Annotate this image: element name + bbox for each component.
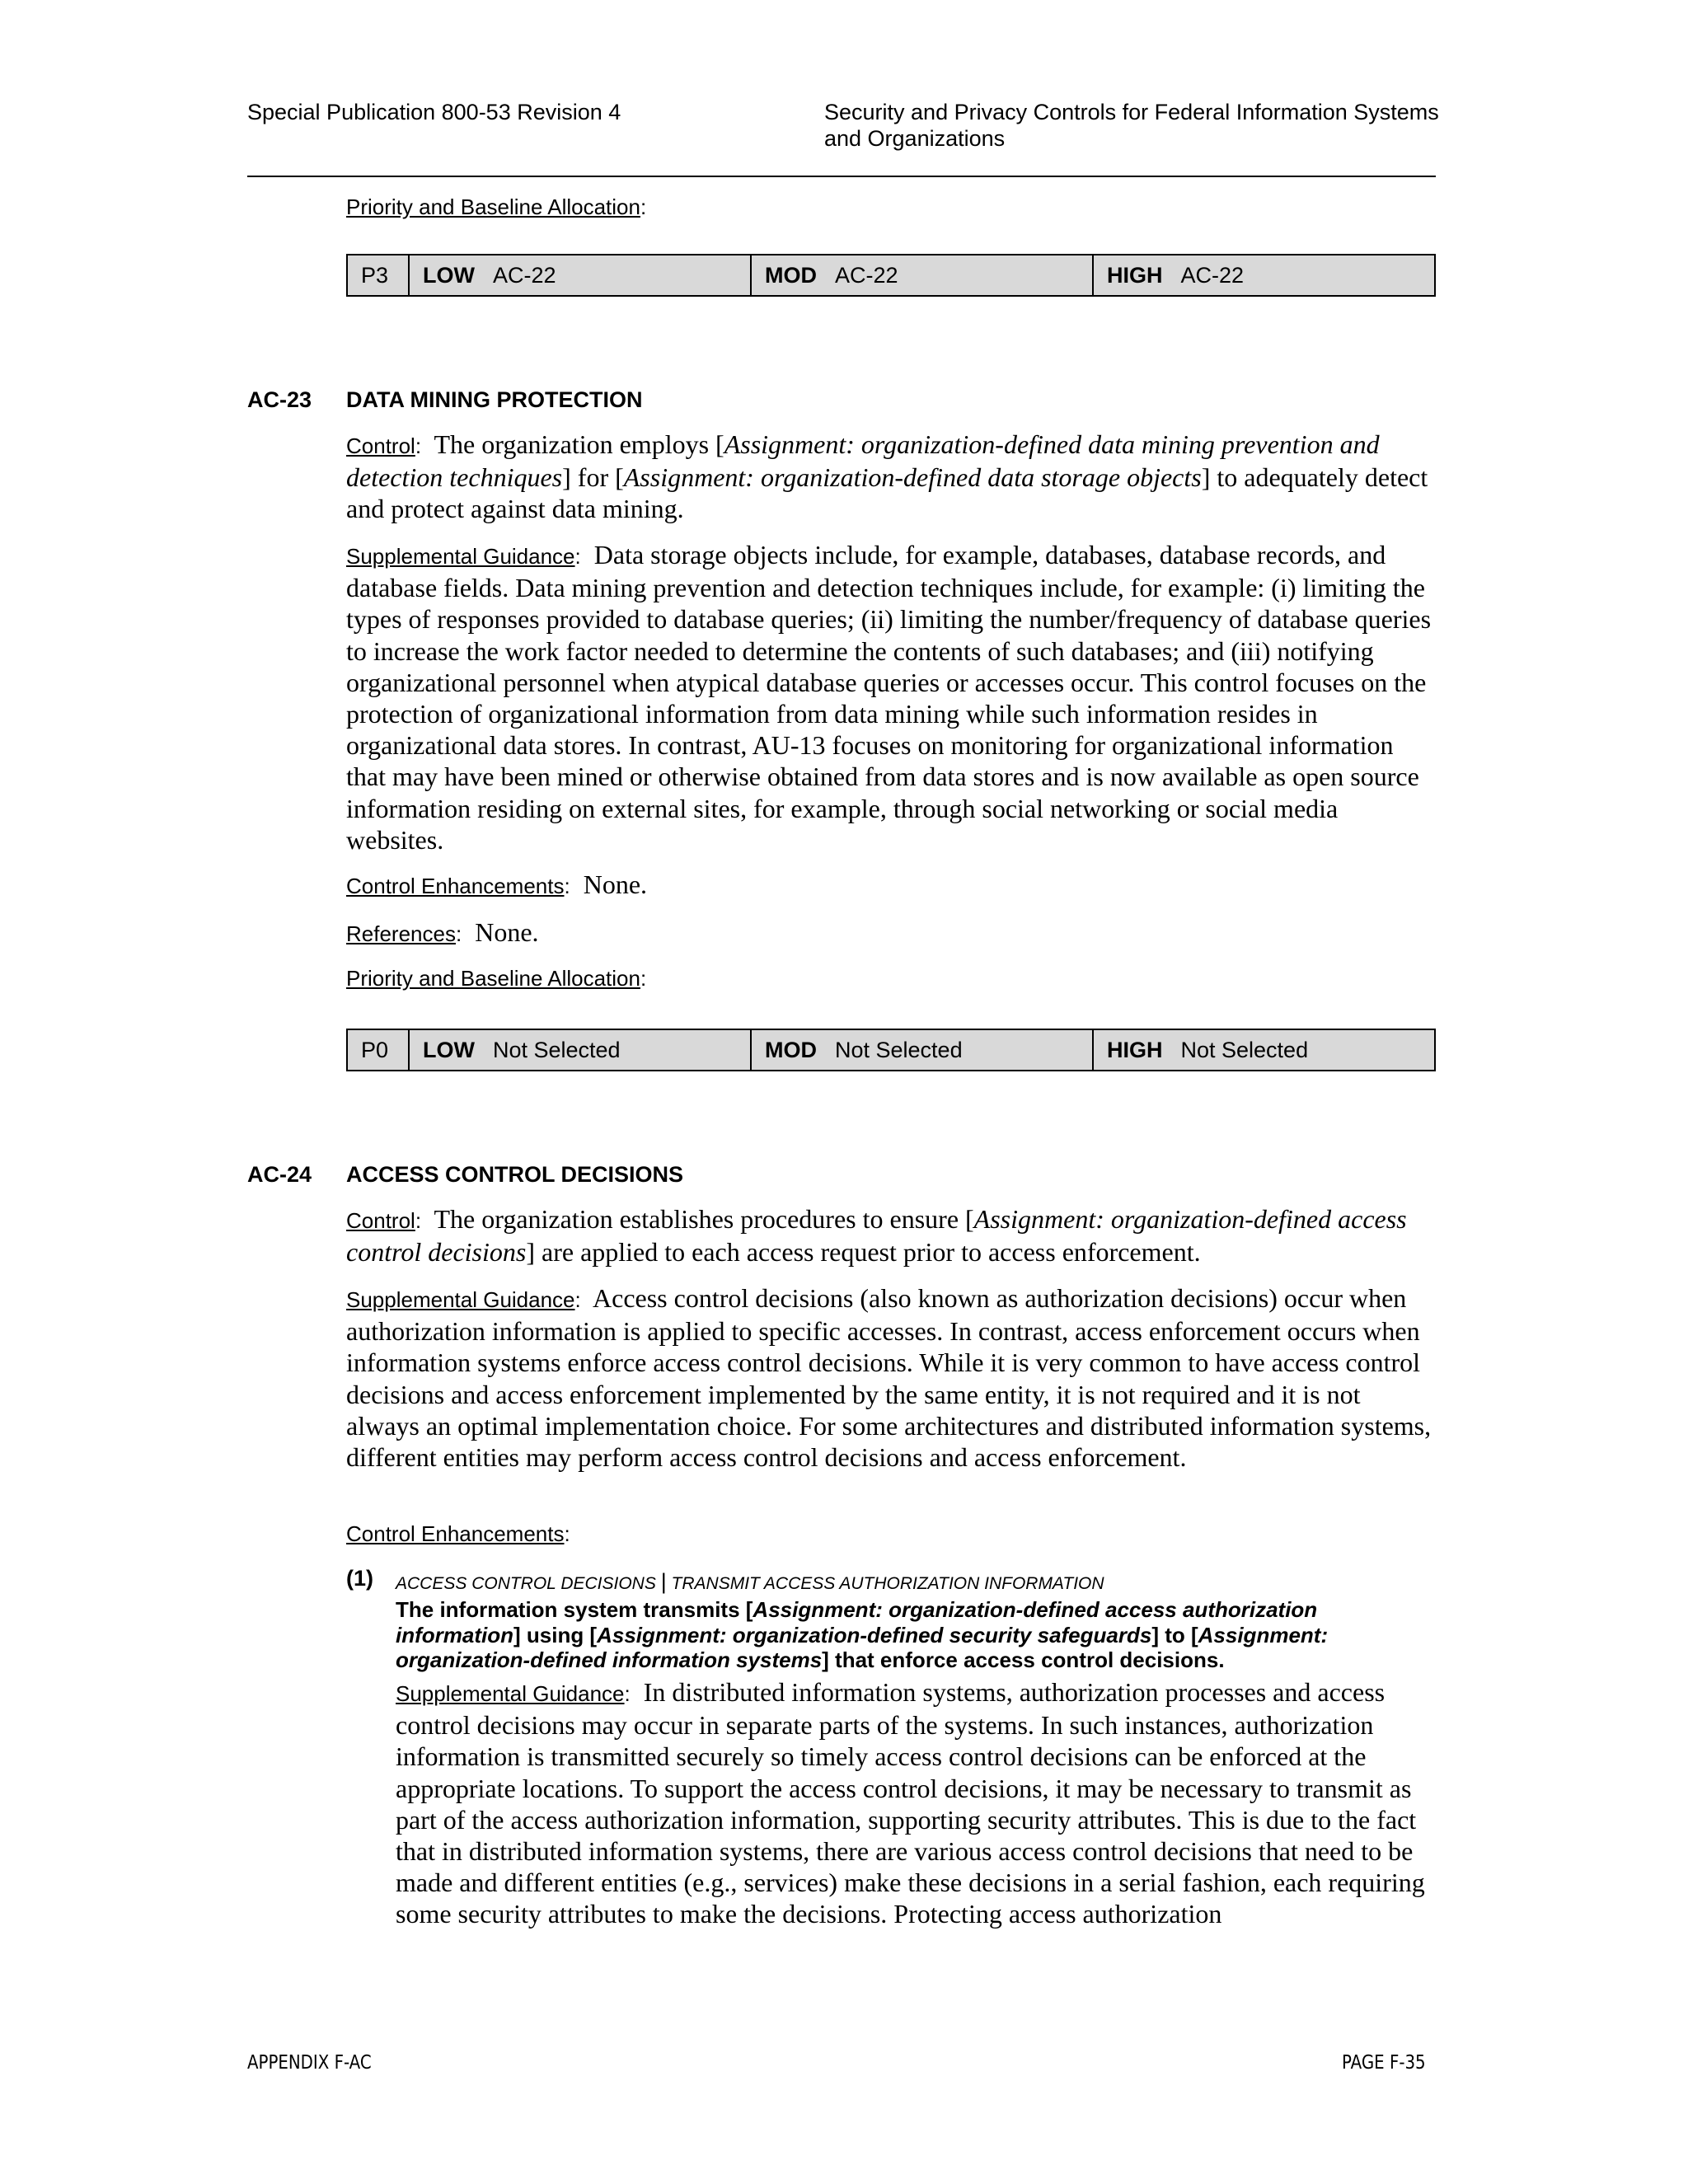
high-cell: HIGH AC-22	[1107, 262, 1245, 288]
section-title-ac24: ACCESS CONTROL DECISIONS	[346, 1162, 684, 1187]
header-document-title-line1: Security and Privacy Controls for Federal Information Systems	[824, 100, 1439, 124]
ac23-control-paragraph: Control: The organization employs [Assignment: organization-defined data mining prevention and detection techniques] for [Assignment: organization-defined data storage objects] to adequately detect and protect against data mining.	[346, 429, 1428, 524]
section-id-ac24: AC-24	[247, 1162, 312, 1187]
low-cell: LOW Not Selected	[410, 1030, 752, 1070]
enhancement-number: (1)	[346, 1566, 373, 1591]
footer-appendix: APPENDIX F-AC	[247, 2052, 372, 2074]
enhancement-statement: The information system transmits [Assignment: organization-defined access authorization information] using [Assignment: organization-defined security safeguards] to [Assignment: organization-defined information systems] that enforce access control decisions.	[396, 1597, 1329, 1672]
baseline-allocation-table-top	[346, 254, 1436, 297]
priority-heading-top: Priority and Baseline Allocation:	[346, 194, 647, 219]
priority-heading-ac23: Priority and Baseline Allocation:	[346, 966, 647, 991]
ac23-references: References: None.	[346, 917, 539, 947]
section-title-ac23: DATA MINING PROTECTION	[346, 387, 643, 412]
enhancement-supplemental-guidance: Supplemental Guidance: In distributed information systems, authorization processes and access control decisions may occur in separate parts of the systems. In such instances, authorization information is transmitted securely so timely access control decisions can be enforced at the appropriate locations. To support the access control decisions, it may be necessary to transmit as part of the access authorization information, supporting security attributes. This is due to the fact that in distributed information systems, there are various access control decisions that need to be made and different entities (e.g., services) make these decisions in a serial fashion, each requiring some security attributes to make the decisions. Protecting access authorization	[396, 1677, 1425, 1929]
ac24-supplemental-guidance: Supplemental Guidance: Access control decisions (also known as authorization decisions) occur when authorization information is applied to specific accesses. In contrast, access enforcement occurs when information systems enforce access control decisions. While it is very common to have access control decisions and access enforcement implemented by the same entity, it is not required and it is not always an optimal implementation choice. For some architectures and distributed information systems, different entities may perform access control decisions and access enforcement.	[346, 1283, 1432, 1473]
header-document-title-line2: and Organizations	[824, 126, 1006, 151]
header-publication-title: Special Publication 800-53 Revision 4	[247, 100, 621, 124]
ac24-control-enhancements-heading: Control Enhancements:	[346, 1521, 570, 1546]
mod-cell: MOD Not Selected	[752, 1030, 1094, 1070]
ac24-control-paragraph: Control: The organization establishes procedures to ensure [Assignment: organization-defined access control decisions] are applied to each access request prior to access enforcement.	[346, 1204, 1407, 1268]
priority-cell: P3	[348, 255, 410, 295]
footer-page-number: PAGE F-35	[1342, 2052, 1426, 2074]
section-id-ac23: AC-23	[247, 387, 312, 412]
header-rule	[247, 176, 1436, 177]
low-cell: LOW AC-22	[410, 255, 752, 295]
ac23-supplemental-guidance: Supplemental Guidance: Data storage objects include, for example, databases, database records, and database fields. Data mining prevention and detection techniques include, for example: (i) limiting the types of responses provided to database queries; (ii) limiting the number/frequency of database queries to increase the work factor needed to determine the contents of such databases; and (iii) notifying organizational personnel when atypical database queries or accesses occur. This control focuses on the protection of organizational information from data mining while such information resides in organizational data stores. In contrast, AU-13 focuses on monitoring for organizational information that may have been mined or otherwise obtained from data stores and is now available as open source information residing on external sites, for example, through social networking or social media websites.	[346, 540, 1432, 855]
priority-label: Priority and Baseline Allocation	[346, 194, 640, 219]
baseline-allocation-table-ac23	[346, 1029, 1436, 1071]
ac23-control-enhancements: Control Enhancements: None.	[346, 869, 648, 899]
priority-cell: P0	[348, 1030, 410, 1070]
high-cell: HIGH Not Selected	[1107, 1037, 1309, 1062]
enhancement-caption: ACCESS CONTROL DECISIONS | TRANSMIT ACCESS AUTHORIZATION INFORMATION	[396, 1569, 1104, 1594]
mod-cell: MOD AC-22	[752, 255, 1094, 295]
header-document-title	[824, 99, 1451, 152]
